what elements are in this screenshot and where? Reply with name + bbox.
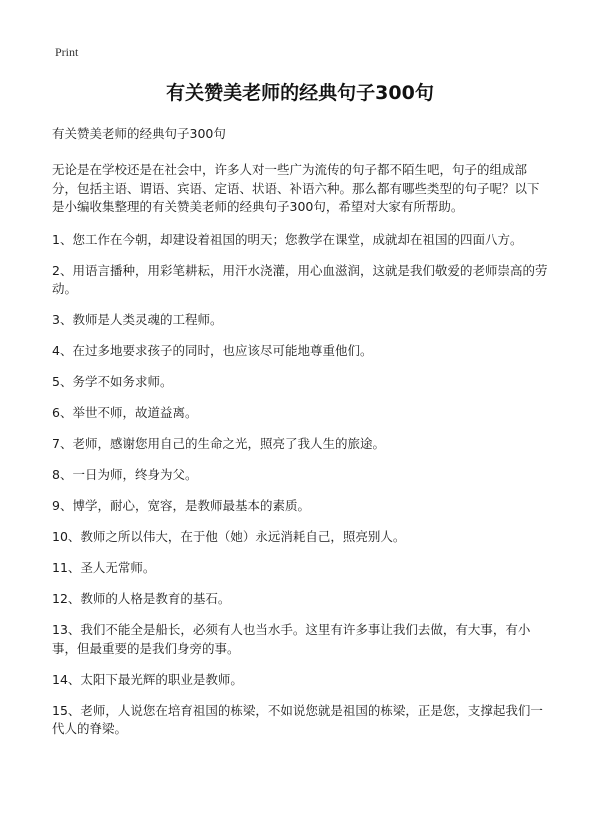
quote-item: 2、用语言播种，用彩笔耕耘，用汗水浇灌，用心血滋润，这就是我们敬爱的老师崇高的劳动。 (52, 262, 548, 296)
quote-item: 11、圣人无常师。 (52, 560, 156, 575)
quote-item: 8、一日为师，终身为父。 (52, 467, 198, 482)
quote-item: 1、您工作在今朝，却建设着祖国的明天；您教学在课堂，成就却在祖国的四面八方。 (52, 231, 523, 247)
document-subtitle: 有关赞美老师的经典句子300句 (52, 126, 226, 141)
quote-item: 3、教师是人类灵魂的工程师。 (52, 312, 223, 327)
quote-item: 6、举世不师，故道益离。 (52, 405, 198, 420)
quote-item: 9、博学，耐心，宽容，是教师最基本的素质。 (52, 498, 310, 513)
document-title: 有关赞美老师的经典句子300句 (166, 82, 434, 104)
quote-item: 14、太阳下最光辉的职业是教师。 (52, 671, 243, 687)
intro-paragraph: 无论是在学校还是在社会中，许多人对一些广为流传的句子都不陌生吧，句子的组成部分，包括主语、谓语、宾语、定语、状语、补语六种。那么都有哪些类型的句子呢？以下是小编收集整理的有关赞美老师的经典句子300句，希望对大家有所帮助。 (52, 162, 540, 214)
quote-item: 4、在过多地要求孩子的同时，也应该尽可能地尊重他们。 (52, 343, 373, 358)
quote-item: 13、我们不能全是船长，必须有人也当水手。这里有许多事让我们去做，有大事，有小事，但最重要的是我们身旁的事。 (52, 622, 531, 656)
quote-item: 12、教师的人格是教育的基石。 (52, 591, 231, 606)
quote-item: 15、老师，人说您在培育祖国的栋梁，不如说您就是祖国的栋梁，正是您，支撑起我们一代人的脊梁。 (52, 702, 543, 736)
quote-item: 10、教师之所以伟大，在于他（她）永远消耗自己，照亮别人。 (52, 529, 406, 544)
quote-item: 7、老师，感谢您用自己的生命之光，照亮了我人生的旅途。 (52, 436, 385, 451)
print-link[interactable]: Print (55, 45, 79, 59)
quote-list (52, 231, 548, 739)
quote-item: 5、务学不如务求师。 (52, 374, 173, 389)
